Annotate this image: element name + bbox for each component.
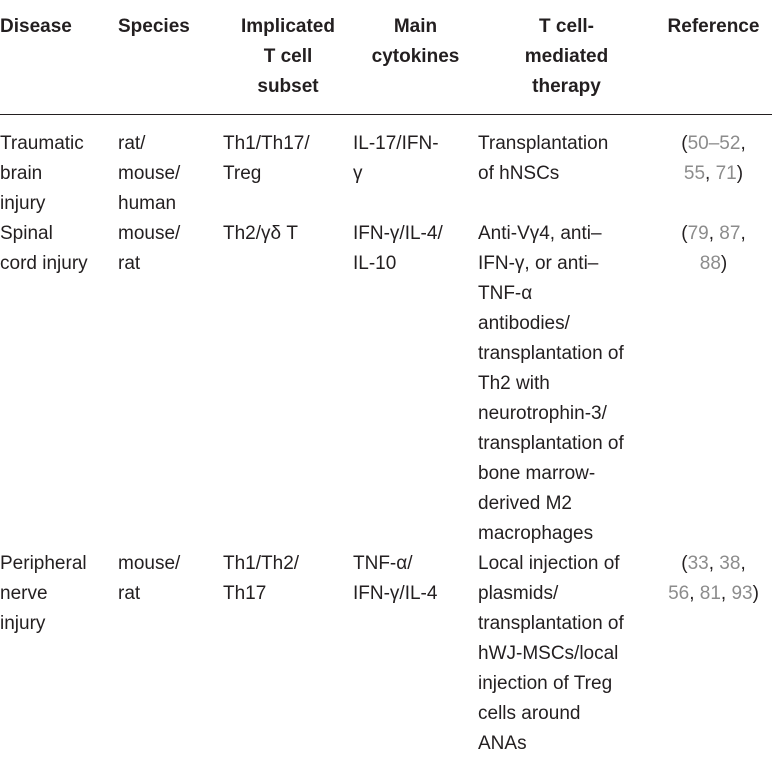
cell-line: neurotrophin-3/ (478, 399, 655, 429)
cell-line: brain (0, 159, 118, 189)
cell-line: injury (0, 189, 118, 219)
cell-disease (0, 549, 118, 759)
reference-link[interactable]: 71 (716, 163, 737, 184)
cell-line: Local injection of (478, 549, 655, 579)
cell-disease (0, 219, 118, 549)
reference-link[interactable]: 56 (668, 583, 689, 604)
cell-line: Treg (223, 159, 353, 189)
cell-line: γ (353, 159, 478, 189)
cell-line: transplantation of (478, 609, 655, 639)
reference-link[interactable]: 50–52 (688, 133, 741, 154)
cell-species (118, 549, 223, 759)
paren-open: ( (681, 553, 687, 574)
cell-line: cytokines (353, 42, 478, 72)
cell-line: Th2 with (478, 369, 655, 399)
cell-line: Main (353, 12, 478, 42)
reference-separator: ) (721, 253, 727, 274)
cell-line: rat (118, 579, 223, 609)
cell-line: cord injury (0, 249, 118, 279)
reference-line (655, 549, 772, 579)
cell-line: mouse/ (118, 549, 223, 579)
paren-open: ( (681, 133, 687, 154)
cell-cytokines (353, 115, 478, 220)
cell-line: Spinal (0, 219, 118, 249)
cell-line: Th2/γδ T (223, 219, 353, 249)
reference-line (655, 129, 772, 159)
cell-reference (655, 549, 772, 759)
cell-subset (223, 549, 353, 759)
cell-line: transplantation of (478, 429, 655, 459)
cell-line: transplantation of (478, 339, 655, 369)
cell-therapy (478, 219, 655, 549)
reference-line (655, 219, 772, 249)
cell-line: injection of Treg (478, 669, 655, 699)
cell-line: Reference (655, 12, 772, 42)
cell-line: IL-10 (353, 249, 478, 279)
cell-reference (655, 219, 772, 549)
reference-line (655, 579, 772, 609)
reference-link[interactable]: 38 (719, 553, 740, 574)
cell-line: cells around (478, 699, 655, 729)
reference-separator: , (709, 553, 720, 574)
cell-line: injury (0, 609, 118, 639)
cell-line: Disease (0, 12, 118, 42)
cell-disease (0, 115, 118, 220)
cell-line: Traumatic (0, 129, 118, 159)
cell-line: Peripheral (0, 549, 118, 579)
reference-separator: , (721, 583, 732, 604)
reference-link[interactable]: 33 (688, 553, 709, 574)
reference-separator: , (689, 583, 700, 604)
reference-separator: , (705, 163, 716, 184)
header-subset (223, 0, 353, 115)
reference-link[interactable]: 87 (719, 223, 740, 244)
table-row (0, 115, 772, 220)
cell-subset (223, 219, 353, 549)
table-row (0, 549, 772, 759)
cell-line: therapy (478, 72, 655, 102)
reference-link[interactable]: 93 (731, 583, 752, 604)
cell-line: TNF-α (478, 279, 655, 309)
cell-therapy (478, 115, 655, 220)
cell-line: subset (223, 72, 353, 102)
cell-line: macrophages (478, 519, 655, 549)
cell-line: of hNSCs (478, 159, 655, 189)
cell-line: hWJ-MSCs/local (478, 639, 655, 669)
cell-line: IFN-γ/IL-4 (353, 579, 478, 609)
cell-line: Th1/Th2/ (223, 549, 353, 579)
cell-line: rat (118, 249, 223, 279)
reference-link[interactable]: 79 (688, 223, 709, 244)
cell-line: TNF-α/ (353, 549, 478, 579)
cell-line: Th17 (223, 579, 353, 609)
cell-cytokines (353, 549, 478, 759)
cell-line: nerve (0, 579, 118, 609)
reference-line (655, 159, 772, 189)
cell-line: mouse/ (118, 159, 223, 189)
cell-line: Anti-Vγ4, anti– (478, 219, 655, 249)
header-therapy (478, 0, 655, 115)
table-row (0, 219, 772, 549)
reference-separator: , (740, 133, 745, 154)
reference-separator: , (709, 223, 720, 244)
reference-line (655, 249, 772, 279)
cell-line: bone marrow- (478, 459, 655, 489)
reference-separator: ) (737, 163, 743, 184)
cell-line: T cell (223, 42, 353, 72)
cell-line: ANAs (478, 729, 655, 759)
reference-link[interactable]: 88 (700, 253, 721, 274)
table-body (0, 115, 772, 759)
header-disease (0, 0, 118, 115)
reference-separator: , (740, 553, 745, 574)
cell-subset (223, 115, 353, 220)
cell-line: Transplantation (478, 129, 655, 159)
reference-link[interactable]: 81 (700, 583, 721, 604)
reference-separator: ) (753, 583, 759, 604)
cell-line: IFN-γ/IL-4/ (353, 219, 478, 249)
cell-line: plasmids/ (478, 579, 655, 609)
cell-line: antibodies/ (478, 309, 655, 339)
cell-cytokines (353, 219, 478, 549)
cell-line: human (118, 189, 223, 219)
cell-line: rat/ (118, 129, 223, 159)
header-reference (655, 0, 772, 115)
cell-line: derived M2 (478, 489, 655, 519)
cell-line: T cell- (478, 12, 655, 42)
cell-line: mouse/ (118, 219, 223, 249)
cell-line: Th1/Th17/ (223, 129, 353, 159)
cell-line: Implicated (223, 12, 353, 42)
cell-species (118, 115, 223, 220)
cell-therapy (478, 549, 655, 759)
cell-line: Species (118, 12, 223, 42)
table-header (0, 0, 772, 115)
header-cytokines (353, 0, 478, 115)
reference-link[interactable]: 55 (684, 163, 705, 184)
header-row (0, 0, 772, 115)
paren-open: ( (681, 223, 687, 244)
cell-reference (655, 115, 772, 220)
cell-line: IFN-γ, or anti– (478, 249, 655, 279)
cell-line: mediated (478, 42, 655, 72)
cell-line: IL-17/IFN- (353, 129, 478, 159)
header-species (118, 0, 223, 115)
cell-species (118, 219, 223, 549)
reference-separator: , (740, 223, 745, 244)
